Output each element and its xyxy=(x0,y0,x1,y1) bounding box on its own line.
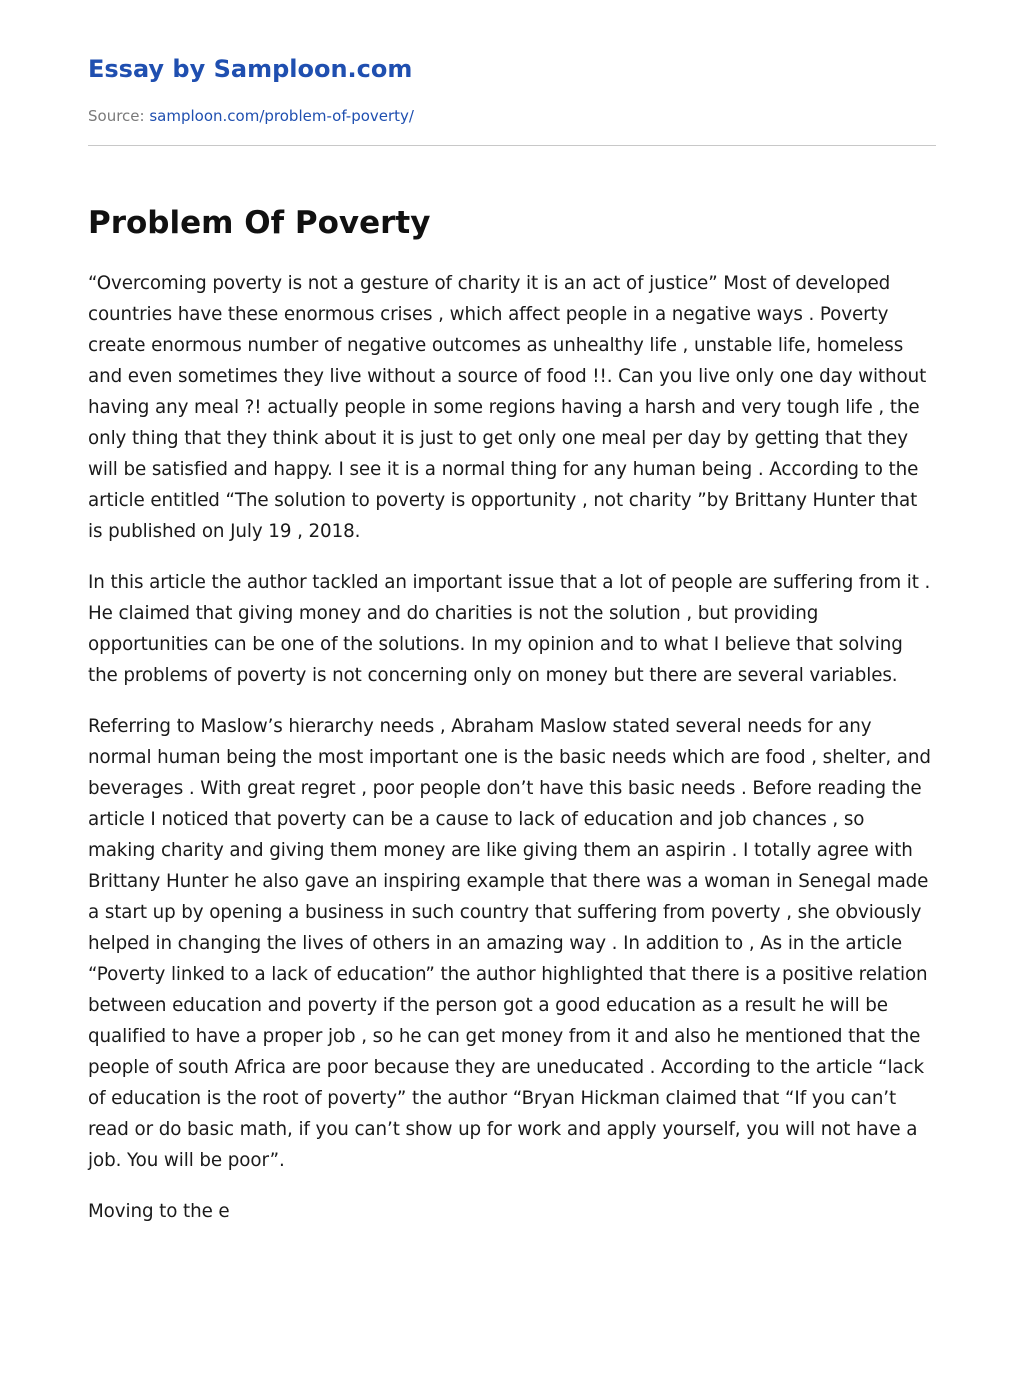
site-brand[interactable]: Essay by Samploon.com xyxy=(88,55,413,83)
source-link[interactable]: samploon.com/problem-of-poverty/ xyxy=(149,107,414,125)
essay-paragraph-truncated: Moving to the e xyxy=(88,1201,230,1222)
essay-paragraph: Referring to Maslow’s hierarchy needs , Abraham Maslow stated several needs for any normal human being the most important one is the basic needs which are food , shelter, and beverages . With great regret , poor people don’t have this basic needs . Before reading the article I noticed that poverty can be a cause to lack of education and job chances , so making charity and giving them money are like giving them an aspirin . I totally agree with Brittany Hunter he also gave an inspiring example that there was a woman in Senegal made a start up by opening a business in such country that suffering from poverty , she obviously helped in changing the lives of others in an amazing way . In addition to , As in the article “Poverty linked to a lack of education” the author highlighted that there is a positive relation between education and poverty if the person got a good education as a result he will be qualified to have a proper job , so he can get money from it and also he mentioned that the people of south Africa are poor because they are uneducated . According to the article “lack of education is the root of poverty” the author “Bryan Hickman claimed that “If you can’t read or do basic math, if you can’t show up for work and apply yourself, you will not have a job. You will be poor”. xyxy=(88,716,931,1171)
source-label: Source: xyxy=(88,107,145,125)
essay-paragraph: “Overcoming poverty is not a gesture of charity it is an act of justice” Most of developed countries have these enormous crises , which affect people in a negative ways . Poverty create enormous number of negative outcomes as unhealthy life , unstable life, homeless and even sometimes they live without a source of food !!. Can you live only one day without having any meal ?! actually people in some regions having a harsh and very tough life , the only thing that they think about it is just to get only one meal per day by getting that they will be satisfied and happy. I see it is a normal thing for any human being . According to the article entitled “The solution to poverty is opportunity , not charity ”by Brittany Hunter that is published on July 19 , 2018. xyxy=(88,273,927,542)
essay-paragraph: In this article the author tackled an important issue that a lot of people are suffering from it . He claimed that giving money and do charities is not the solution , but providing opportunities can be one of the solutions. In my opinion and to what I believe that solving the problems of poverty is not concerning only on money but there are several variables. xyxy=(88,572,931,686)
header-divider xyxy=(88,145,936,146)
essay-body xyxy=(88,268,936,1247)
source-line xyxy=(88,106,414,126)
essay-title: Problem Of Poverty xyxy=(88,205,431,241)
